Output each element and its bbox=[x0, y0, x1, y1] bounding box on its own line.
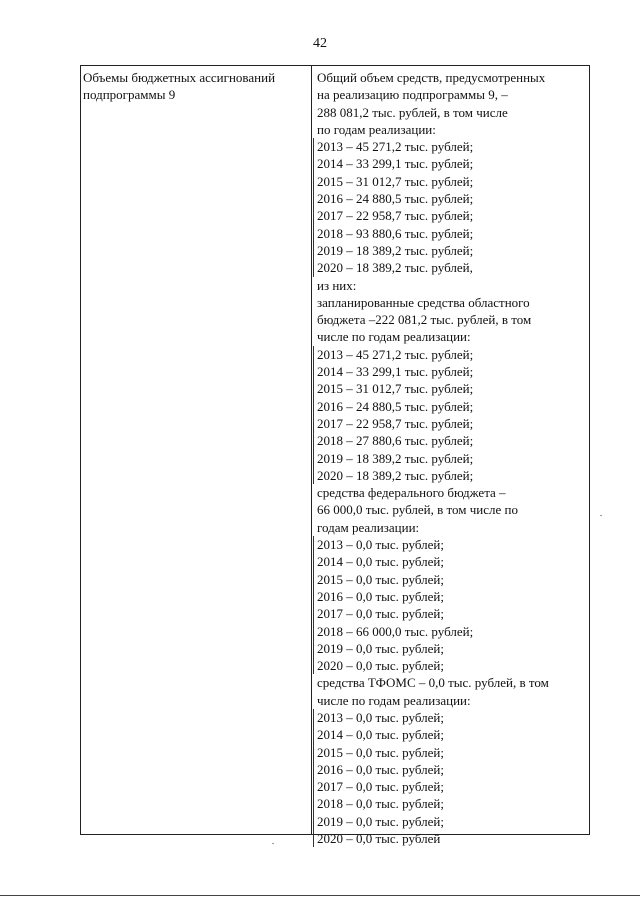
right-cell-line: 2019 – 18 389,2 тыс. рублей; bbox=[313, 242, 587, 259]
right-cell-line: 2016 – 24 880,5 тыс. рублей; bbox=[313, 398, 587, 415]
left-cell bbox=[83, 69, 307, 104]
right-cell-line: годам реализации: bbox=[317, 519, 420, 535]
right-cell-line: 288 081,2 тыс. рублей, в том числе bbox=[317, 104, 508, 120]
right-cell bbox=[317, 69, 587, 847]
right-cell-line: 2016 – 0,0 тыс. рублей; bbox=[313, 588, 587, 605]
right-cell-line: средства ТФОМС – 0,0 тыс. рублей, в том bbox=[317, 675, 549, 691]
right-cell-line: 2013 – 45 271,2 тыс. рублей; bbox=[313, 346, 587, 363]
right-cell-line: 2017 – 22 958,7 тыс. рублей; bbox=[313, 415, 587, 432]
right-cell-line: 2019 – 0,0 тыс. рублей; bbox=[313, 640, 587, 657]
right-cell-line: по годам реализации: bbox=[317, 121, 436, 137]
right-cell-line: 2013 – 45 271,2 тыс. рублей; bbox=[313, 138, 587, 155]
right-cell-line: запланированные средства областного bbox=[317, 294, 530, 310]
right-cell-line: 2018 – 93 880,6 тыс. рублей; bbox=[313, 225, 587, 242]
right-cell-line: 2013 – 0,0 тыс. рублей; bbox=[313, 709, 587, 726]
right-cell-line: Общий объем средств, предусмотренных bbox=[317, 70, 546, 85]
right-cell-line: на реализацию подпрограммы 9, – bbox=[317, 87, 508, 103]
right-cell-line: 2017 – 0,0 тыс. рублей; bbox=[313, 778, 587, 795]
right-cell-line: средства федерального бюджета – bbox=[317, 485, 506, 501]
right-cell-line: 2014 – 33 299,1 тыс. рублей; bbox=[313, 155, 587, 172]
scan-speck bbox=[272, 843, 274, 844]
right-cell-line: 2015 – 0,0 тыс. рублей; bbox=[313, 744, 587, 761]
right-cell-line: 66 000,0 тыс. рублей, в том числе по bbox=[317, 502, 518, 518]
right-cell-line: 2016 – 0,0 тыс. рублей; bbox=[313, 761, 587, 778]
right-cell-line: 2019 – 18 389,2 тыс. рублей; bbox=[313, 450, 587, 467]
right-cell-line: 2018 – 27 880,6 тыс. рублей; bbox=[313, 432, 587, 449]
scan-speck bbox=[600, 515, 602, 516]
right-cell-line: 2013 – 0,0 тыс. рублей; bbox=[313, 536, 587, 553]
right-cell-line: числе по годам реализации: bbox=[317, 692, 471, 708]
right-cell-line: 2020 – 18 389,2 тыс. рублей, bbox=[313, 259, 587, 276]
right-cell-line: 2015 – 31 012,7 тыс. рублей; bbox=[313, 380, 587, 397]
right-cell-line: 2017 – 0,0 тыс. рублей; bbox=[313, 605, 587, 622]
right-cell-line: 2020 – 0,0 тыс. рублей; bbox=[313, 657, 587, 674]
right-cell-line: 2016 – 24 880,5 тыс. рублей; bbox=[313, 190, 587, 207]
right-cell-line: 2018 – 66 000,0 тыс. рублей; bbox=[313, 623, 587, 640]
right-cell-line: 2018 – 0,0 тыс. рублей; bbox=[313, 795, 587, 812]
right-cell-line: бюджета –222 081,2 тыс. рублей, в том bbox=[317, 312, 532, 328]
right-cell-line: 2015 – 0,0 тыс. рублей; bbox=[313, 571, 587, 588]
column-divider bbox=[311, 66, 312, 834]
right-cell-line: 2020 – 18 389,2 тыс. рублей; bbox=[313, 467, 587, 484]
right-cell-line: 2019 – 0,0 тыс. рублей; bbox=[313, 813, 587, 830]
left-cell-line: подпрограммы 9 bbox=[83, 87, 176, 103]
right-cell-line: 2014 – 33 299,1 тыс. рублей; bbox=[313, 363, 587, 380]
right-cell-line: 2015 – 31 012,7 тыс. рублей; bbox=[313, 173, 587, 190]
right-cell-line: 2014 – 0,0 тыс. рублей; bbox=[313, 553, 587, 570]
scan-edge-line bbox=[0, 895, 640, 896]
right-cell-line: числе по годам реализации: bbox=[317, 329, 471, 345]
page-number: 42 bbox=[313, 36, 327, 51]
left-cell-line: Объемы бюджетных ассигнований bbox=[83, 70, 276, 85]
right-cell-line: из них: bbox=[317, 277, 357, 293]
right-cell-line: 2014 – 0,0 тыс. рублей; bbox=[313, 726, 587, 743]
right-cell-line: 2020 – 0,0 тыс. рублей bbox=[313, 830, 587, 847]
budget-table bbox=[80, 65, 590, 847]
right-cell-line: 2017 – 22 958,7 тыс. рублей; bbox=[313, 207, 587, 224]
